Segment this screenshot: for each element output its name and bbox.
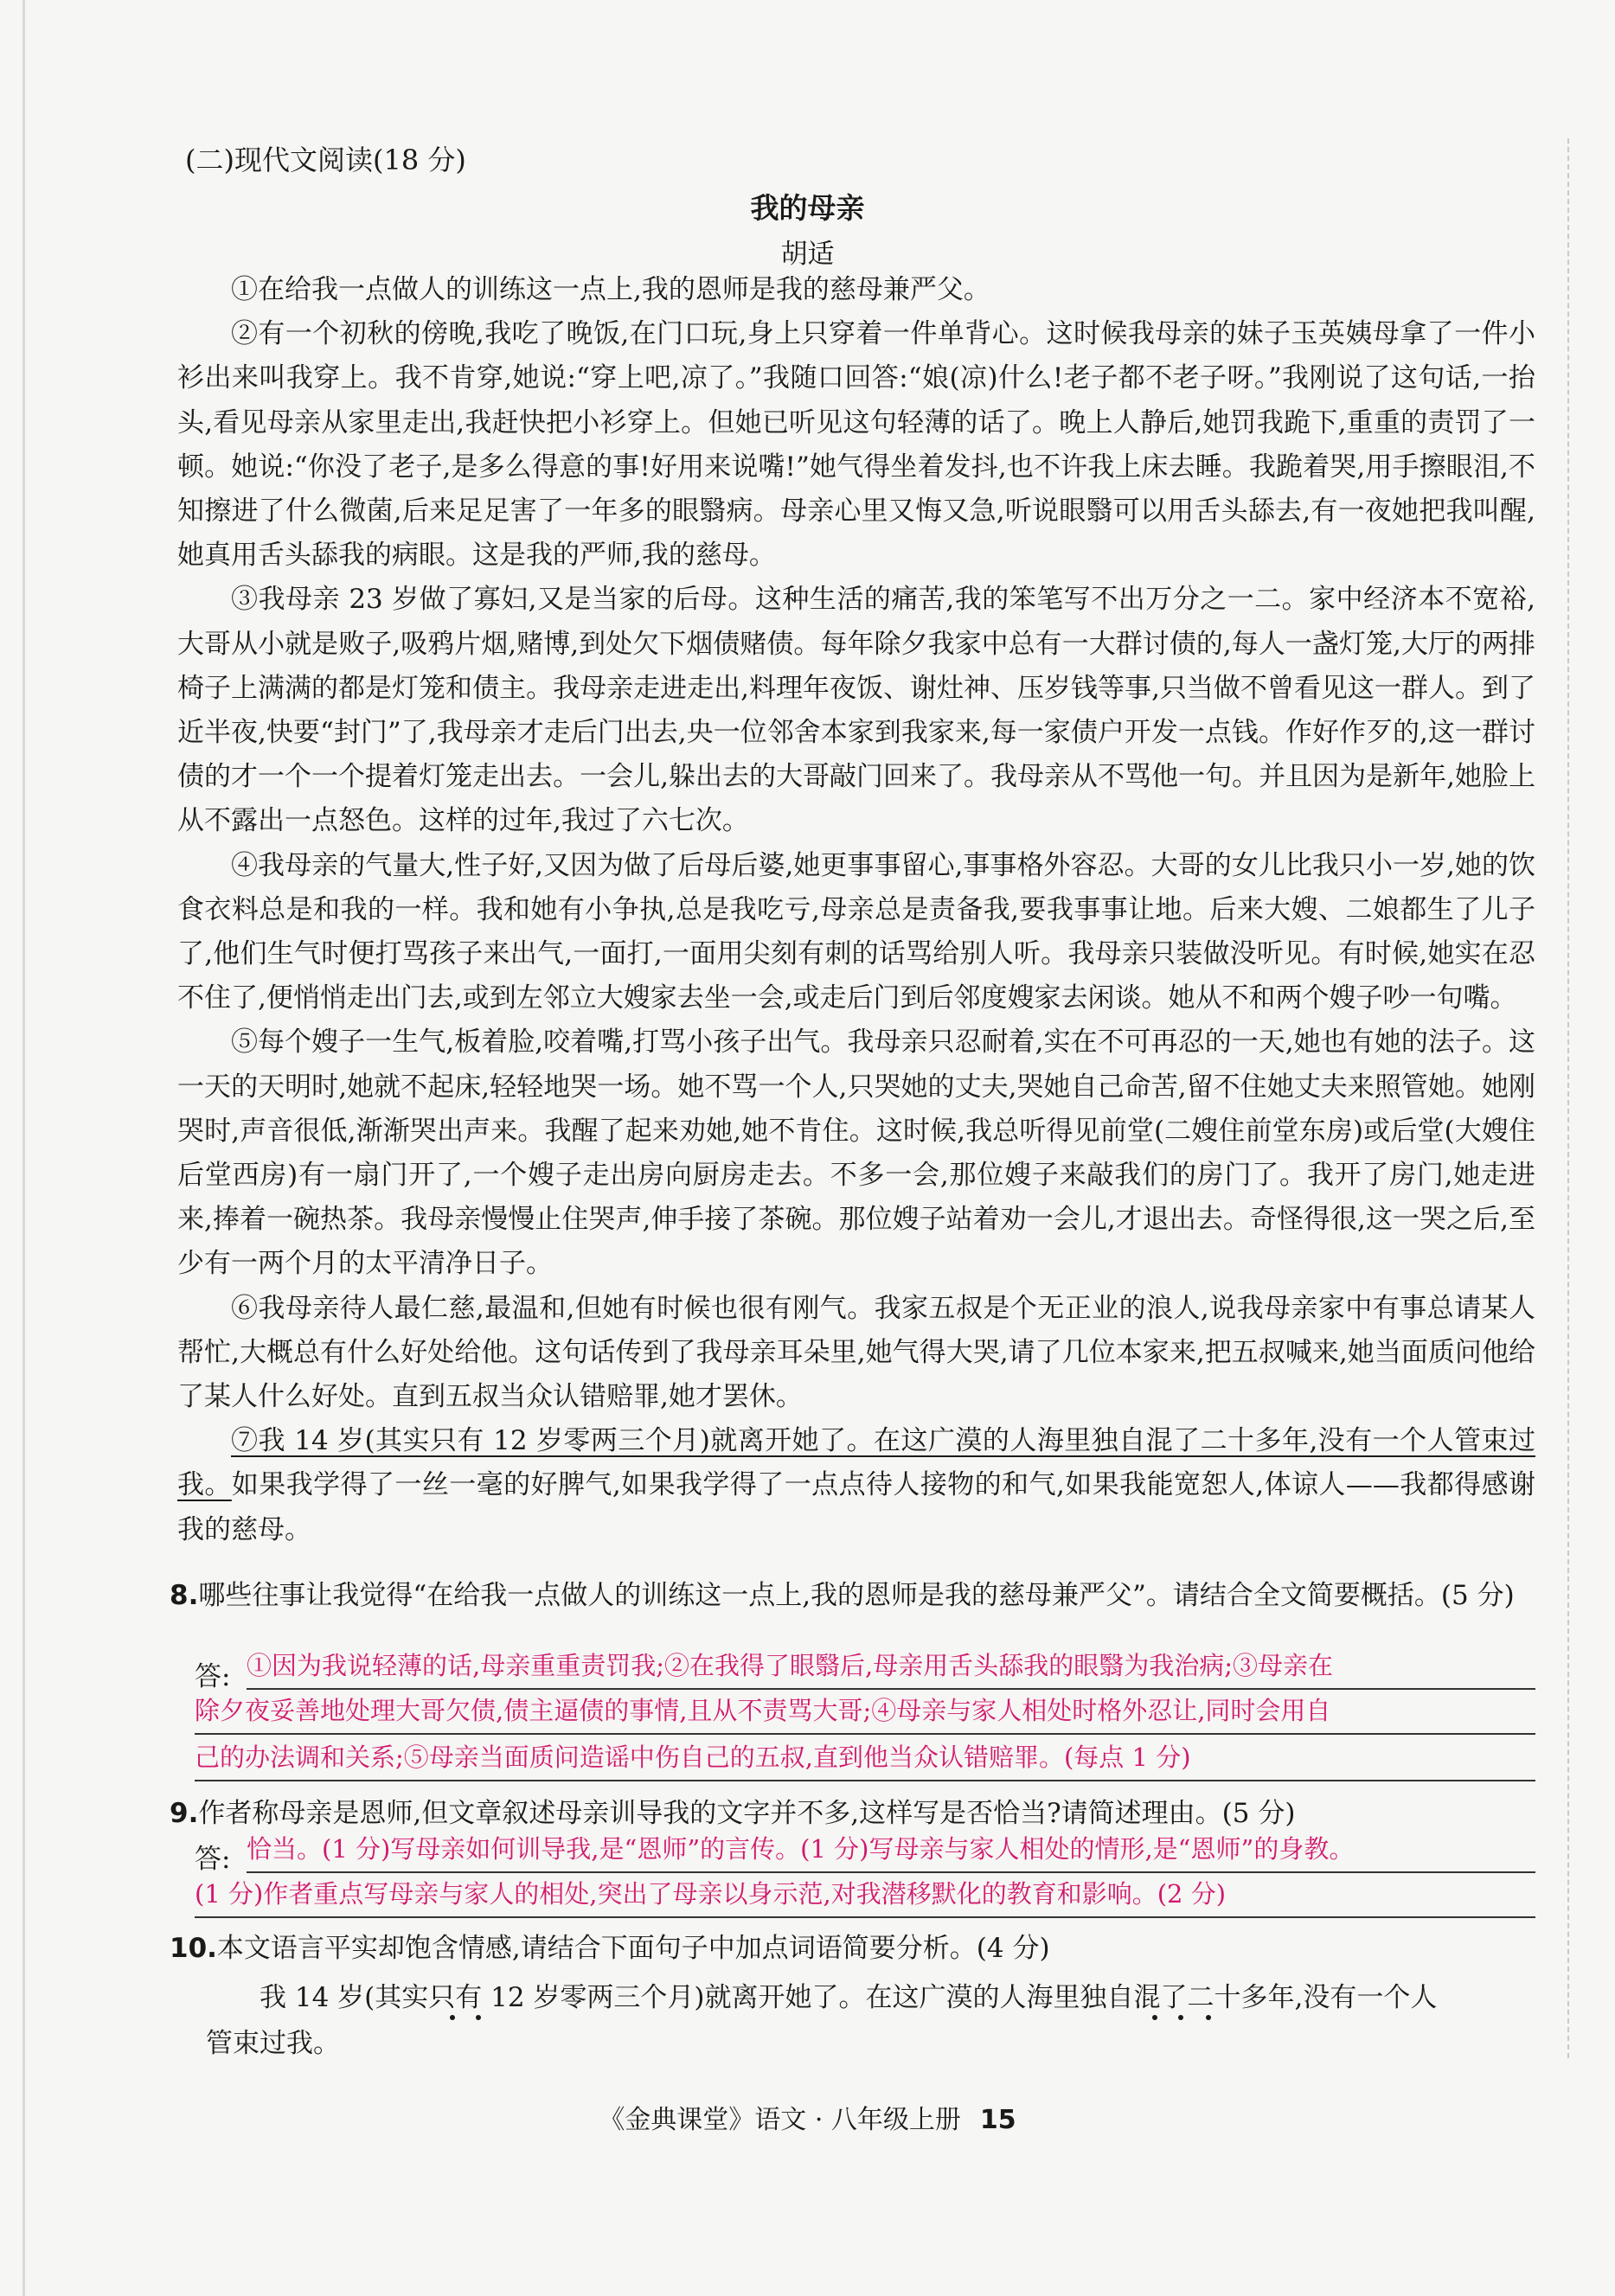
- quote-line-2: 管束过我。: [206, 2028, 340, 2059]
- question-9-number: 9.: [170, 1798, 199, 1829]
- paragraph-2: ②有一个初秋的傍晚,我吃了晚饭,在门口玩,身上只穿着一件单背心。这时候我母亲的妹子玉英姨母拿了一件小衫出来叫我穿上。我不肯穿,她说:“穿上吧,凉了。”我随口回答:“娘(凉)什么!老子都不老子呀。”我刚说了这句话,一抬头,看见母亲从家里走出,我赶快把小衫穿上。但她已听见这句轻薄的话了。晚上人静后,她罚我跪下,重重的责罚了一顿。她说:“你没了老子,是多么得意的事!好用来说嘴!”她气得坐着发抖,也不许我上床去睡。我跪着哭,用手擦眼泪,不知擦进了什么微菌,后来足足害了一年多的眼翳病。母亲心里又悔又急,听说眼翳可以用舌头舔去,有一夜她把我叫醒,她真用舌头舔我的病眼。这是我的严师,我的慈母。: [177, 318, 1535, 572]
- question-10-text: 本文语言平实却饱含情感,请结合下面句子中加点词语简要分析。(4 分): [216, 1933, 1050, 1964]
- cut-line: [1567, 138, 1569, 2058]
- answer-9-cont: [195, 1871, 1535, 1918]
- page-footer: [0, 2098, 1615, 2136]
- answer-8-cont: [195, 1688, 1535, 1781]
- answer-8-line-3: 己的办法调和关系;⑤母亲当面质问造谣中伤自己的五叔,直到他当众认错赔罪。(每点 1 分): [195, 1735, 1535, 1781]
- footer-book-title: 《金典课堂》语文 · 八年级上册: [599, 2105, 961, 2135]
- answer-8-line-1: ①因为我说轻薄的话,母亲重重责罚我;②在我得了眼翳后,母亲用舌头舔我的眼翳为我治病;③母亲在: [247, 1643, 1535, 1690]
- paragraph-1: ①在给我一点做人的训练这一点上,我的恩师是我的慈母兼严父。: [231, 274, 990, 305]
- question-10-number: 10.: [170, 1933, 217, 1964]
- underlined-sentence: ⑦我 14 岁(其实只有 12 岁零两三个月)就离开她了。在这广漠的人海里独自混了二十多年,没有一个人管束过我。: [177, 1425, 1535, 1501]
- answer-8-line-2: 除夕夜妥善地处理大哥欠债,债主逼债的事情,且从不责骂大哥;④母亲与家人相处时格外忍让,同时会用自: [195, 1688, 1535, 1735]
- paragraph-4: ④我母亲的气量大,性子好,又因为做了后母后婆,她更事事留心,事事格外容忍。大哥的女儿比我只小一岁,她的饮食衣料总是和我的一样。我和她有小争执,总是我吃亏,母亲总是责备我,要我事事让地。后来大嫂、二娘都生了儿子了,他们生气时便打骂孩子来出气,一面打,一面用尖刻有刺的话骂给别人听。我母亲只装做没听见。有时候,她实在忍不住了,便悄悄走出门去,或到左邻立大嫂家去坐一会,或走后门到后邻度嫂家去闲谈。她从不和两个嫂子吵一句嘴。: [177, 849, 1535, 1014]
- emphasis-dot: [1206, 2015, 1211, 2020]
- paragraph-6: ⑥我母亲待人最仁慈,最温和,但她有时候也很有刚气。我家五叔是个无正业的浪人,说我母亲家中有事总请某人帮忙,大概总有什么好处给他。这句话传到了我母亲耳朵里,她气得大哭,请了几位本家来,把五叔喊来,她当面质问他给了某人什么好处。直到五叔当众认错赔罪,她才罢休。: [177, 1292, 1535, 1413]
- paragraph-7-rest: 如果我学得了一丝一毫的好脾气,如果我学得了一点点待人接物的和气,如果我能宽恕人,体谅人——我都得感谢我的慈母。: [177, 1469, 1535, 1545]
- emphasis-dot: [476, 2015, 481, 2020]
- answer-8: [247, 1643, 1535, 1690]
- quote-line-1: 我 14 岁(其实只有 12 岁零两三个月)就离开她了。在这广漠的人海里独自混了二十多年,没有一个人: [260, 1982, 1438, 2013]
- answer-8-label: 答:: [195, 1661, 231, 1692]
- question-8-text: 哪些往事让我觉得“在给我一点做人的训练这一点上,我的恩师是我的慈母兼严父”。请结合全文简要概括。(5 分): [198, 1580, 1515, 1611]
- article-author: 胡适: [780, 239, 835, 270]
- answer-9-label: 答:: [195, 1844, 231, 1875]
- article-body: [177, 268, 1535, 1552]
- question-10: [170, 1927, 1541, 1970]
- paragraph-7: [177, 1419, 1535, 1552]
- section-title: (二)现代文阅读(18 分): [185, 144, 466, 176]
- paragraph-5: ⑤每个嫂子一生气,板着脸,咬着嘴,打骂小孩子出气。我母亲只忍耐着,实在不可再忍的一天,她也有她的法子。这一天的天明时,她就不起床,轻轻地哭一场。她不骂一个人,只哭她的丈夫,哭她自己命苦,留不住她丈夫来照管她。她刚哭时,声音很低,渐渐哭出声来。我醒了起来劝她,她不肯住。这时候,我总听得见前堂(二嫂住前堂东房)或后堂(大嫂住后堂西房)有一扇门开了,一个嫂子走出房向厨房走去。不多一会,那位嫂子来敲我们的房门了。我开了房门,她走进来,捧着一碗热茶。我母亲慢慢止住哭声,伸手接了茶碗。那位嫂子站着劝一会儿,才退出去。奇怪得很,这一哭之后,至少有一两个月的太平清净日子。: [177, 1026, 1535, 1280]
- question-9-text: 作者称母亲是恩师,但文章叙述母亲训导我的文字并不多,这样写是否恰当?请简述理由。(5 分): [198, 1798, 1296, 1829]
- emphasis-dot: [450, 2015, 455, 2020]
- article-title: 我的母亲: [750, 191, 865, 225]
- answer-9-line-1: 恰当。(1 分)写母亲如何训导我,是“恩师”的言传。(1 分)写母亲与家人相处的情形,是“恩师”的身教。: [247, 1826, 1535, 1873]
- paragraph-3: ③我母亲 23 岁做了寡妇,又是当家的后母。这种生活的痛苦,我的笨笔写不出万分之一二。家中经济本不宽裕,大哥从小就是败子,吸鸦片烟,赌博,到处欠下烟债赌债。每年除夕我家中总有一大群讨债的,每人一盏灯笼,大厅的两排椅子上满满的都是灯笼和债主。我母亲走进走出,料理年夜饭、谢灶神、压岁钱等事,只当做不曾看见这一群人。到了近半夜,快要“封门”了,我母亲才走后门出去,央一位邻舍本家到我家来,每一家债户开发一点钱。作好作歹的,这一群讨债的才一个一个提着灯笼走出去。一会儿,躲出去的大哥敲门回来了。我母亲从不骂他一句。并且因为是新年,她脸上从不露出一点怒色。这样的过年,我过了六七次。: [177, 584, 1535, 837]
- page-number: 15: [979, 2105, 1016, 2135]
- answer-9: [247, 1826, 1535, 1873]
- answer-9-line-2: (1 分)作者重点写母亲与家人的相处,突出了母亲以身示范,对我潜移默化的教育和影响。(2 分): [195, 1871, 1535, 1918]
- question-8-number: 8.: [170, 1580, 199, 1611]
- page-edge-shadow: [22, 0, 25, 2296]
- emphasis-dot: [1152, 2015, 1157, 2020]
- question-8: [170, 1574, 1541, 1617]
- emphasis-dot: [1178, 2015, 1183, 2020]
